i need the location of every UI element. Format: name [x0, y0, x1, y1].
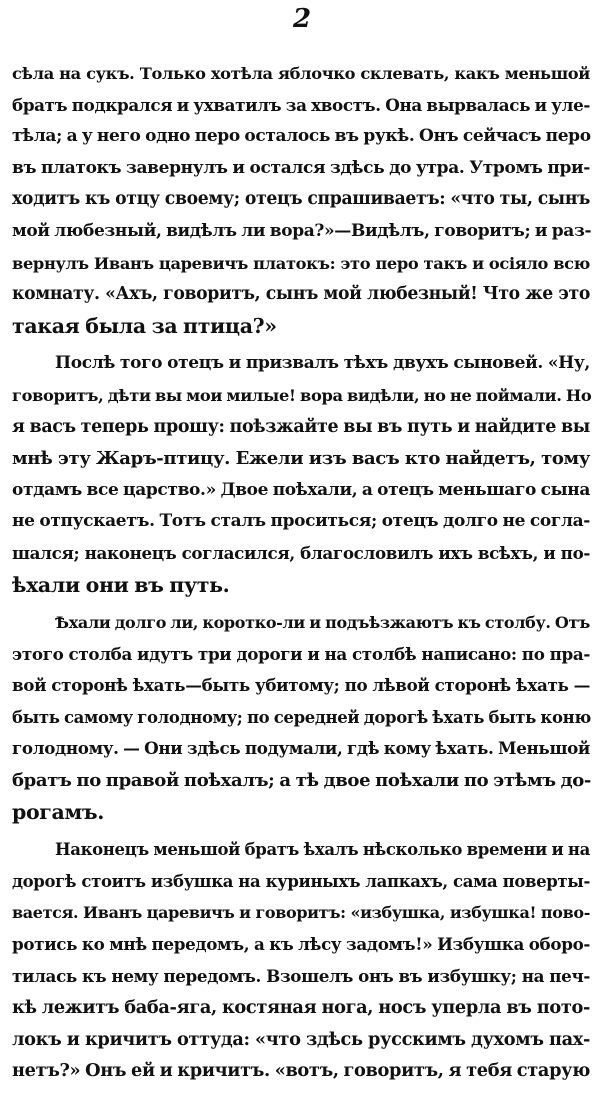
- text-line: вой сторонѣ ѣхать—быть убитому; по лѣвой сторонѣ ѣхать —: [12, 675, 590, 696]
- text-line: ротись ко мнѣ передомъ, а къ лѣсу задомъ!» Избушка оборо-: [12, 934, 590, 955]
- text-line: мнѣ эту Жаръ-птицу. Ежели изъ васъ кто найдетъ, тому: [12, 448, 590, 470]
- text-line: не отпускаетъ. Тотъ сталъ проситься; отецъ долго не согла-: [12, 511, 590, 532]
- text-line: кѣ лежитъ баба-яга, костяная нога, носъ уперла въ пото-: [12, 997, 590, 1019]
- text-line: сѣла на сукъ. Только хотѣла яблочко склевать, какъ меньшой: [12, 64, 590, 83]
- text-line: нетъ?» Онъ ей и кричитъ. «вотъ, говоритъ, я тебя старую: [12, 1060, 590, 1082]
- text-line: шался; наконецъ согласился, благословилъ ихъ всѣхъ, и по-: [12, 542, 590, 563]
- text-line: тѣла; а у него одно перо осталось въ рукѣ. Онъ сейчасъ перо: [12, 126, 591, 147]
- text-line: этого столба идутъ три дороги и на столбѣ написано: по пра-: [12, 643, 590, 664]
- text-line: рогамъ.: [12, 799, 105, 824]
- paragraph: [12, 348, 590, 601]
- text-line: голодному. — Они здѣсь подумали, гдѣ кому ѣхать. Меньшой: [12, 738, 590, 759]
- page-number: 2: [292, 4, 312, 34]
- paragraph: [12, 58, 590, 342]
- text-line: братъ подкрался и ухватилъ за хвостъ. Она вырвалась и уле-: [12, 94, 590, 115]
- text-line: вернулъ Иванъ царевичъ платокъ: это перо такъ и осіяло всю: [12, 253, 590, 273]
- text-line: локъ и кричитъ оттуда: «что здѣсь русскимъ духомъ пах-: [12, 1028, 590, 1050]
- text-line: быть самому голодному; по середней дорогѣ ѣхать быть коню: [12, 707, 591, 727]
- body-text: [12, 58, 590, 1093]
- text-line: братъ по правой поѣхалъ; а тѣ двое поѣхали по этѣмъ до-: [12, 770, 592, 792]
- text-line: тилась къ нему передомъ. Взошелъ онъ въ избушку; на печ-: [12, 965, 590, 986]
- text-line: ѣхали они въ путь.: [12, 572, 230, 597]
- text-line: вается. Иванъ царевичъ и говоритъ: «избушка, избушка! пово-: [12, 903, 590, 923]
- text-line: говоритъ, дѣти вы мои милые! вора видѣли, но не поймали. Но: [12, 385, 592, 405]
- text-line: ходитъ къ отцу своему; отецъ спрашиваетъ: «что ты, сынъ: [12, 189, 590, 210]
- text-line: мой любезный, видѣлъ ли вора?»—Видѣлъ, говоритъ; и раз-: [12, 220, 592, 241]
- text-line: дорогѣ стоитъ избушка на куриныхъ лапкахъ, сама поверты-: [12, 871, 590, 891]
- text-line: комнату. «Ахъ, говоритъ, сынъ мой любезный! Что же это: [12, 284, 590, 305]
- text-line: въ платокъ завернулъ и остался здѣсь до утра. Утромъ при-: [12, 157, 590, 178]
- text-line: Послѣ того отецъ и призвалъ тѣхъ двухъ сыновей. «Ну,: [55, 353, 590, 374]
- paragraph: [12, 834, 590, 1087]
- text-line: отдамъ все царство.» Двое поѣхали, а отецъ меньшаго сына: [12, 479, 591, 500]
- paragraph: [12, 607, 590, 828]
- text-line: Ѣхали долго ли, коротко-ли и подъѣзжаютъ къ столбу. Отъ: [55, 613, 590, 633]
- text-line: я васъ теперь прошу: поѣзжайте вы въ путь и найдите вы: [12, 416, 590, 437]
- text-line: Наконецъ меньшой братъ ѣхалъ нѣсколько времени и на: [55, 840, 590, 860]
- text-line: такая была за птица?»: [12, 313, 277, 338]
